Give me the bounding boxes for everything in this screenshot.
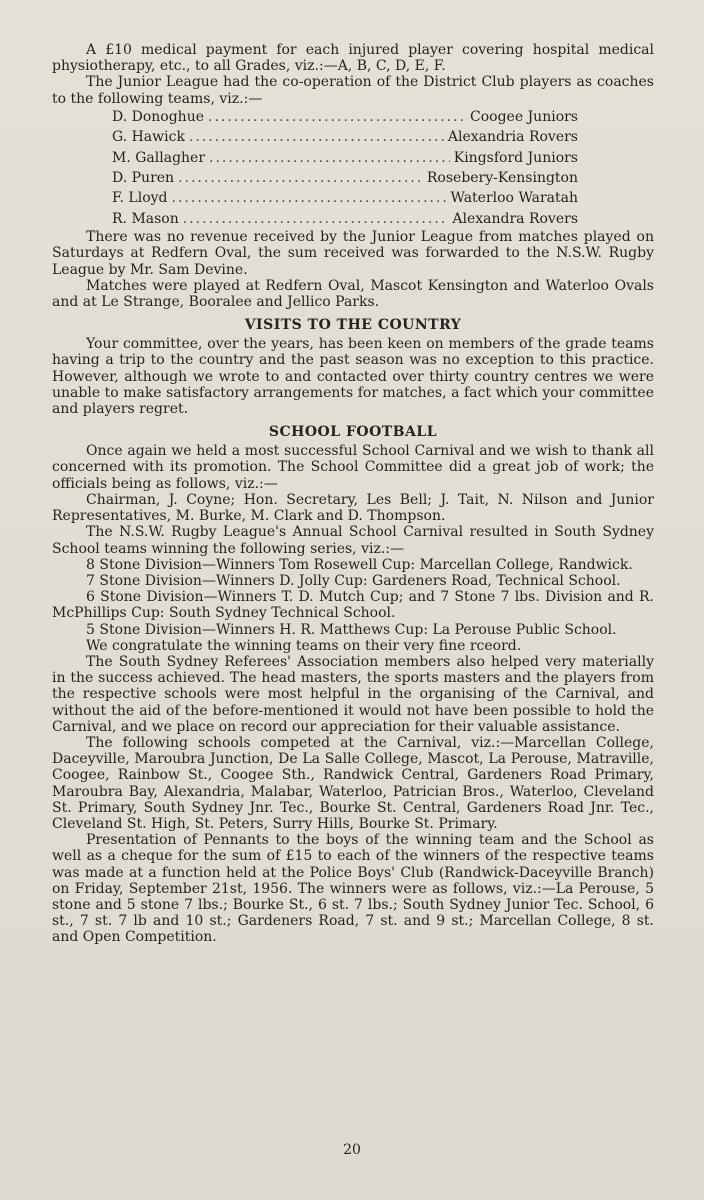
coach-team: Kingsford Juniors <box>453 149 578 166</box>
leader-dots <box>172 188 447 208</box>
coach-name: G. Hawick <box>112 129 185 146</box>
coach-row <box>112 127 578 147</box>
leader-dots <box>178 168 423 188</box>
paragraph-match-venues: Matches were played at Redfern Oval, Mascot Kensington and Waterloo Ovals and at Le Strange, Booralee and Jellico Parks. <box>52 277 654 311</box>
paragraph-referees-association: The South Sydney Referees' Association members also helped very materially in the success achieved. The head masters, the sports masters and the players from the respective schools were most helpful in the organising of the Carnival, and without the aid of the before-mentioned it would not have been possible to hold the Carnival, and we place on record our appreciation for their valuable assistance. <box>52 653 654 735</box>
paragraph-8-stone-division: 8 Stone Division—Winners Tom Rosewell Cup: Marcellan College, Randwick. <box>86 556 633 573</box>
paragraph-pennant-presentation: Presentation of Pennants to the boys of the winning team and the School as well as a cheque for the sum of £15 to each of the winners of the respective teams was made at a function held at the Police Boys' Club (Randwick-Daceyville Branch) on Friday, September 21st, 1956. The winners were as follows, viz.:—La Perouse, 5 stone and 5 stone 7 lbs.; Bourke St., 6 st. 7 lbs.; South Sydney Junior Tec. School, 6 st., 7 st. 7 lb and 10 st.; Gardeners Road, 7 st. and 9 st.; Marcellan College, 8 st. and Open Competition. <box>52 832 654 946</box>
paragraph-medical-payment: A £10 medical payment for each injured player covering hospital medical physiotherapy, etc., to all Grades, viz.:—A, B, C, D, E, F. <box>52 42 654 75</box>
heading-school-football: SCHOOL FOOTBALL <box>268 424 438 441</box>
coach-team: Alexandria Rovers <box>447 129 578 146</box>
coach-team: Alexandra Rovers <box>452 210 578 227</box>
coach-name: D. Puren <box>112 170 175 187</box>
leader-dots <box>183 209 449 229</box>
coach-row <box>112 148 578 168</box>
paragraph-officials: Chairman, J. Coyne; Hon. Secretary, Les Bell; J. Tait, N. Nilson and Junior Representatives, M. Burke, M. Clark and D. Thompson. <box>52 491 654 525</box>
coach-row <box>112 168 578 188</box>
paragraph-competing-schools: The following schools competed at the Carnival, viz.:—Marcellan College, Daceyville, Maroubra Junction, De La Salle College, Mascot, La Perouse, Matraville, Coogee, Rainbow St., Coogee Sth., Randwick Central, Gardeners Road Primary, Maroubra Bay, Alexandria, Malabar, Waterloo, Patrician Bros., Waterloo, Cleveland St. Primary, South Sydney Jnr. Tec., Bourke St. Central, Gardeners Road Jnr. Tec., Cleveland St. High, St. Peters, Surry Hills, Bourke St. Primary. <box>52 734 654 832</box>
page-number: 20 <box>343 1142 361 1158</box>
coach-name: M. Gallagher <box>112 149 206 166</box>
paragraph-5-stone-division: 5 Stone Division—Winners H. R. Matthews Cup: La Perouse Public School. <box>86 621 617 638</box>
coaches-list <box>112 107 578 229</box>
leader-dots <box>189 127 444 147</box>
coach-team: Waterloo Waratah <box>450 190 578 207</box>
coach-row <box>112 188 578 208</box>
paragraph-no-revenue: There was no revenue received by the Junior League from matches played on Saturdays at Redfern Oval, the sum received was forwarded to the N.S.W. Rugby League by Mr. Sam Devine. <box>52 229 654 278</box>
leader-dots <box>208 107 466 127</box>
paragraph-6-stone-division: 6 Stone Division—Winners T. D. Mutch Cup; and 7 Stone 7 lbs. Division and R. McPhillips Cup: South Sydney Technical School. <box>52 589 654 622</box>
coach-name: F. Lloyd <box>112 190 168 207</box>
coach-name: R. Mason <box>112 210 179 227</box>
coach-team: Coogee Juniors <box>470 108 578 125</box>
paragraph-country-visits: Your committee, over the years, has been keen on members of the grade teams having a trip to the country and the past season was no exception to this practice. However, although we wrote to and contacted over thirty country centres we were unable to make satisfactory arrangements for matches, a fact which your committee and players regret. <box>52 336 654 418</box>
coach-row <box>112 209 578 229</box>
paragraph-7-stone-division: 7 Stone Division—Winners D. Jolly Cup: Gardeners Road, Technical School. <box>86 572 621 589</box>
coach-name: D. Donoghue <box>112 108 205 125</box>
heading-visits-to-the-country: VISITS TO THE COUNTRY <box>244 317 462 334</box>
paragraph-junior-league-coaches: The Junior League had the co-operation of the District Club players as coaches to the following teams, viz.:— <box>52 74 654 107</box>
coach-team: Rosebery-Kensington <box>426 170 578 187</box>
paragraph-congratulations: We congratulate the winning teams on their very fine rceord. <box>86 637 522 654</box>
paragraph-annual-carnival: The N.S.W. Rugby League's Annual School Carnival resulted in South Sydney School teams winning the following series, viz.:— <box>52 524 654 557</box>
leader-dots <box>209 148 450 168</box>
paragraph-school-carnival: Once again we held a most successful School Carnival and we wish to thank all concerned with its promotion. The School Committee did a great job of work; the officials being as follows, viz.:— <box>52 443 654 492</box>
coach-row <box>112 107 578 127</box>
